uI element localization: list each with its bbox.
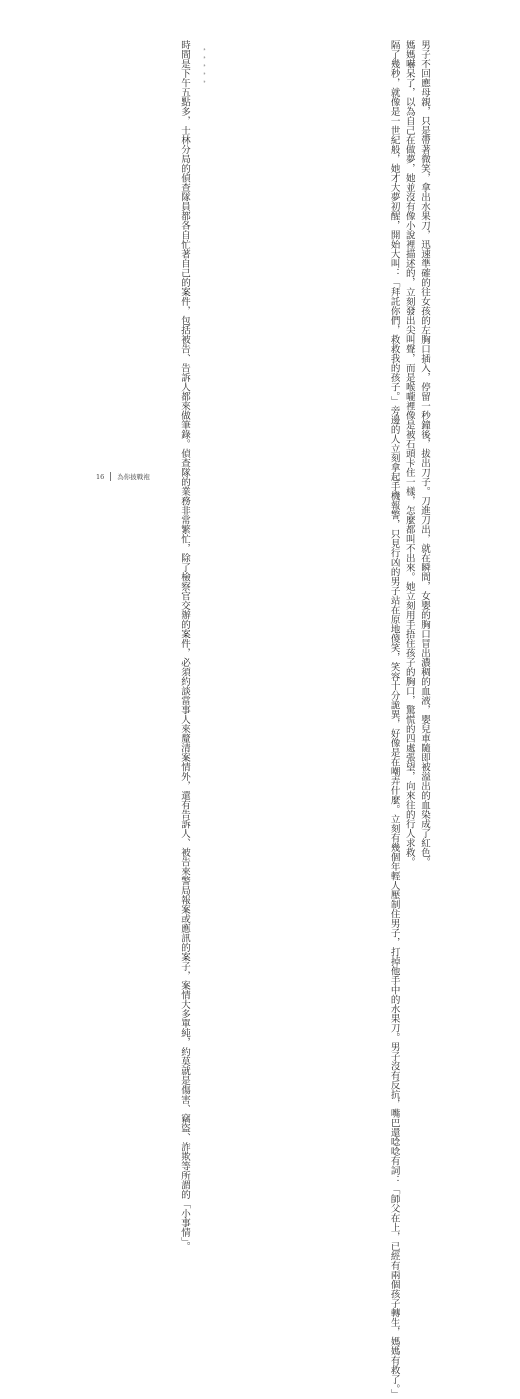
paragraph: 媽媽嚇呆了，以為自己在做夢，她並沒有像小說裡描述的，立刻發出尖叫聲，而是喉嚨裡像是被石頭卡住一樣，怎麼都叫不出來。她立刻用手捂住孩子的胸口，驚慌的四處張望，向來往的行人求救。 — [403, 40, 415, 867]
section-break-marker: * * * * * — [200, 48, 206, 85]
running-title: 為你披戰袍 — [117, 473, 150, 481]
lower-text-block — [134, 40, 192, 1252]
page-number: 16 — [96, 472, 105, 481]
footer-divider — [110, 472, 111, 481]
paragraph: 男子不回應母親，只是帶著微笑，拿出水果刀，迅速準確的往女孩的左胸口插入，停留一秒鐘後，拔出刀子。刀進刀出，就在瞬間，女嬰的胸口冒出濃稠的血液，嬰兒車隨即被溢出的血染成了紅色。 — [419, 40, 430, 867]
page-footer — [96, 472, 150, 481]
paragraph: 隔了幾秒，就像是一世紀般，她才大夢初醒，開始大叫：「拜託你們，救救我的孩子。」旁邊的人立刻拿起手機報警，只見行凶的男子站在原地傻笑，笑容十分詭異，好像是在嘲弄什麼。立刻有幾個年輕人壓制住男子，打掉他手中的水果刀。男子沒有反抗，嘴巴還唸唸有詞：「師父在上，已經有兩個孩子轉生，媽媽有救了。」 — [388, 40, 400, 1399]
paragraph: 時間是下午五點多，士林分局的偵查隊員都各自忙著自己的案件，包括被告、告訴人都來做筆錄。偵查隊的業務非常繁忙，除了檢察官交辦的案件，必須約談當事人來釐清案情外，還有告訴人、被告來警局報案或應訊的案子，案情大多單純，約莫就是傷害、竊盜、詐欺等所謂的「小事情」。 — [179, 40, 190, 1252]
